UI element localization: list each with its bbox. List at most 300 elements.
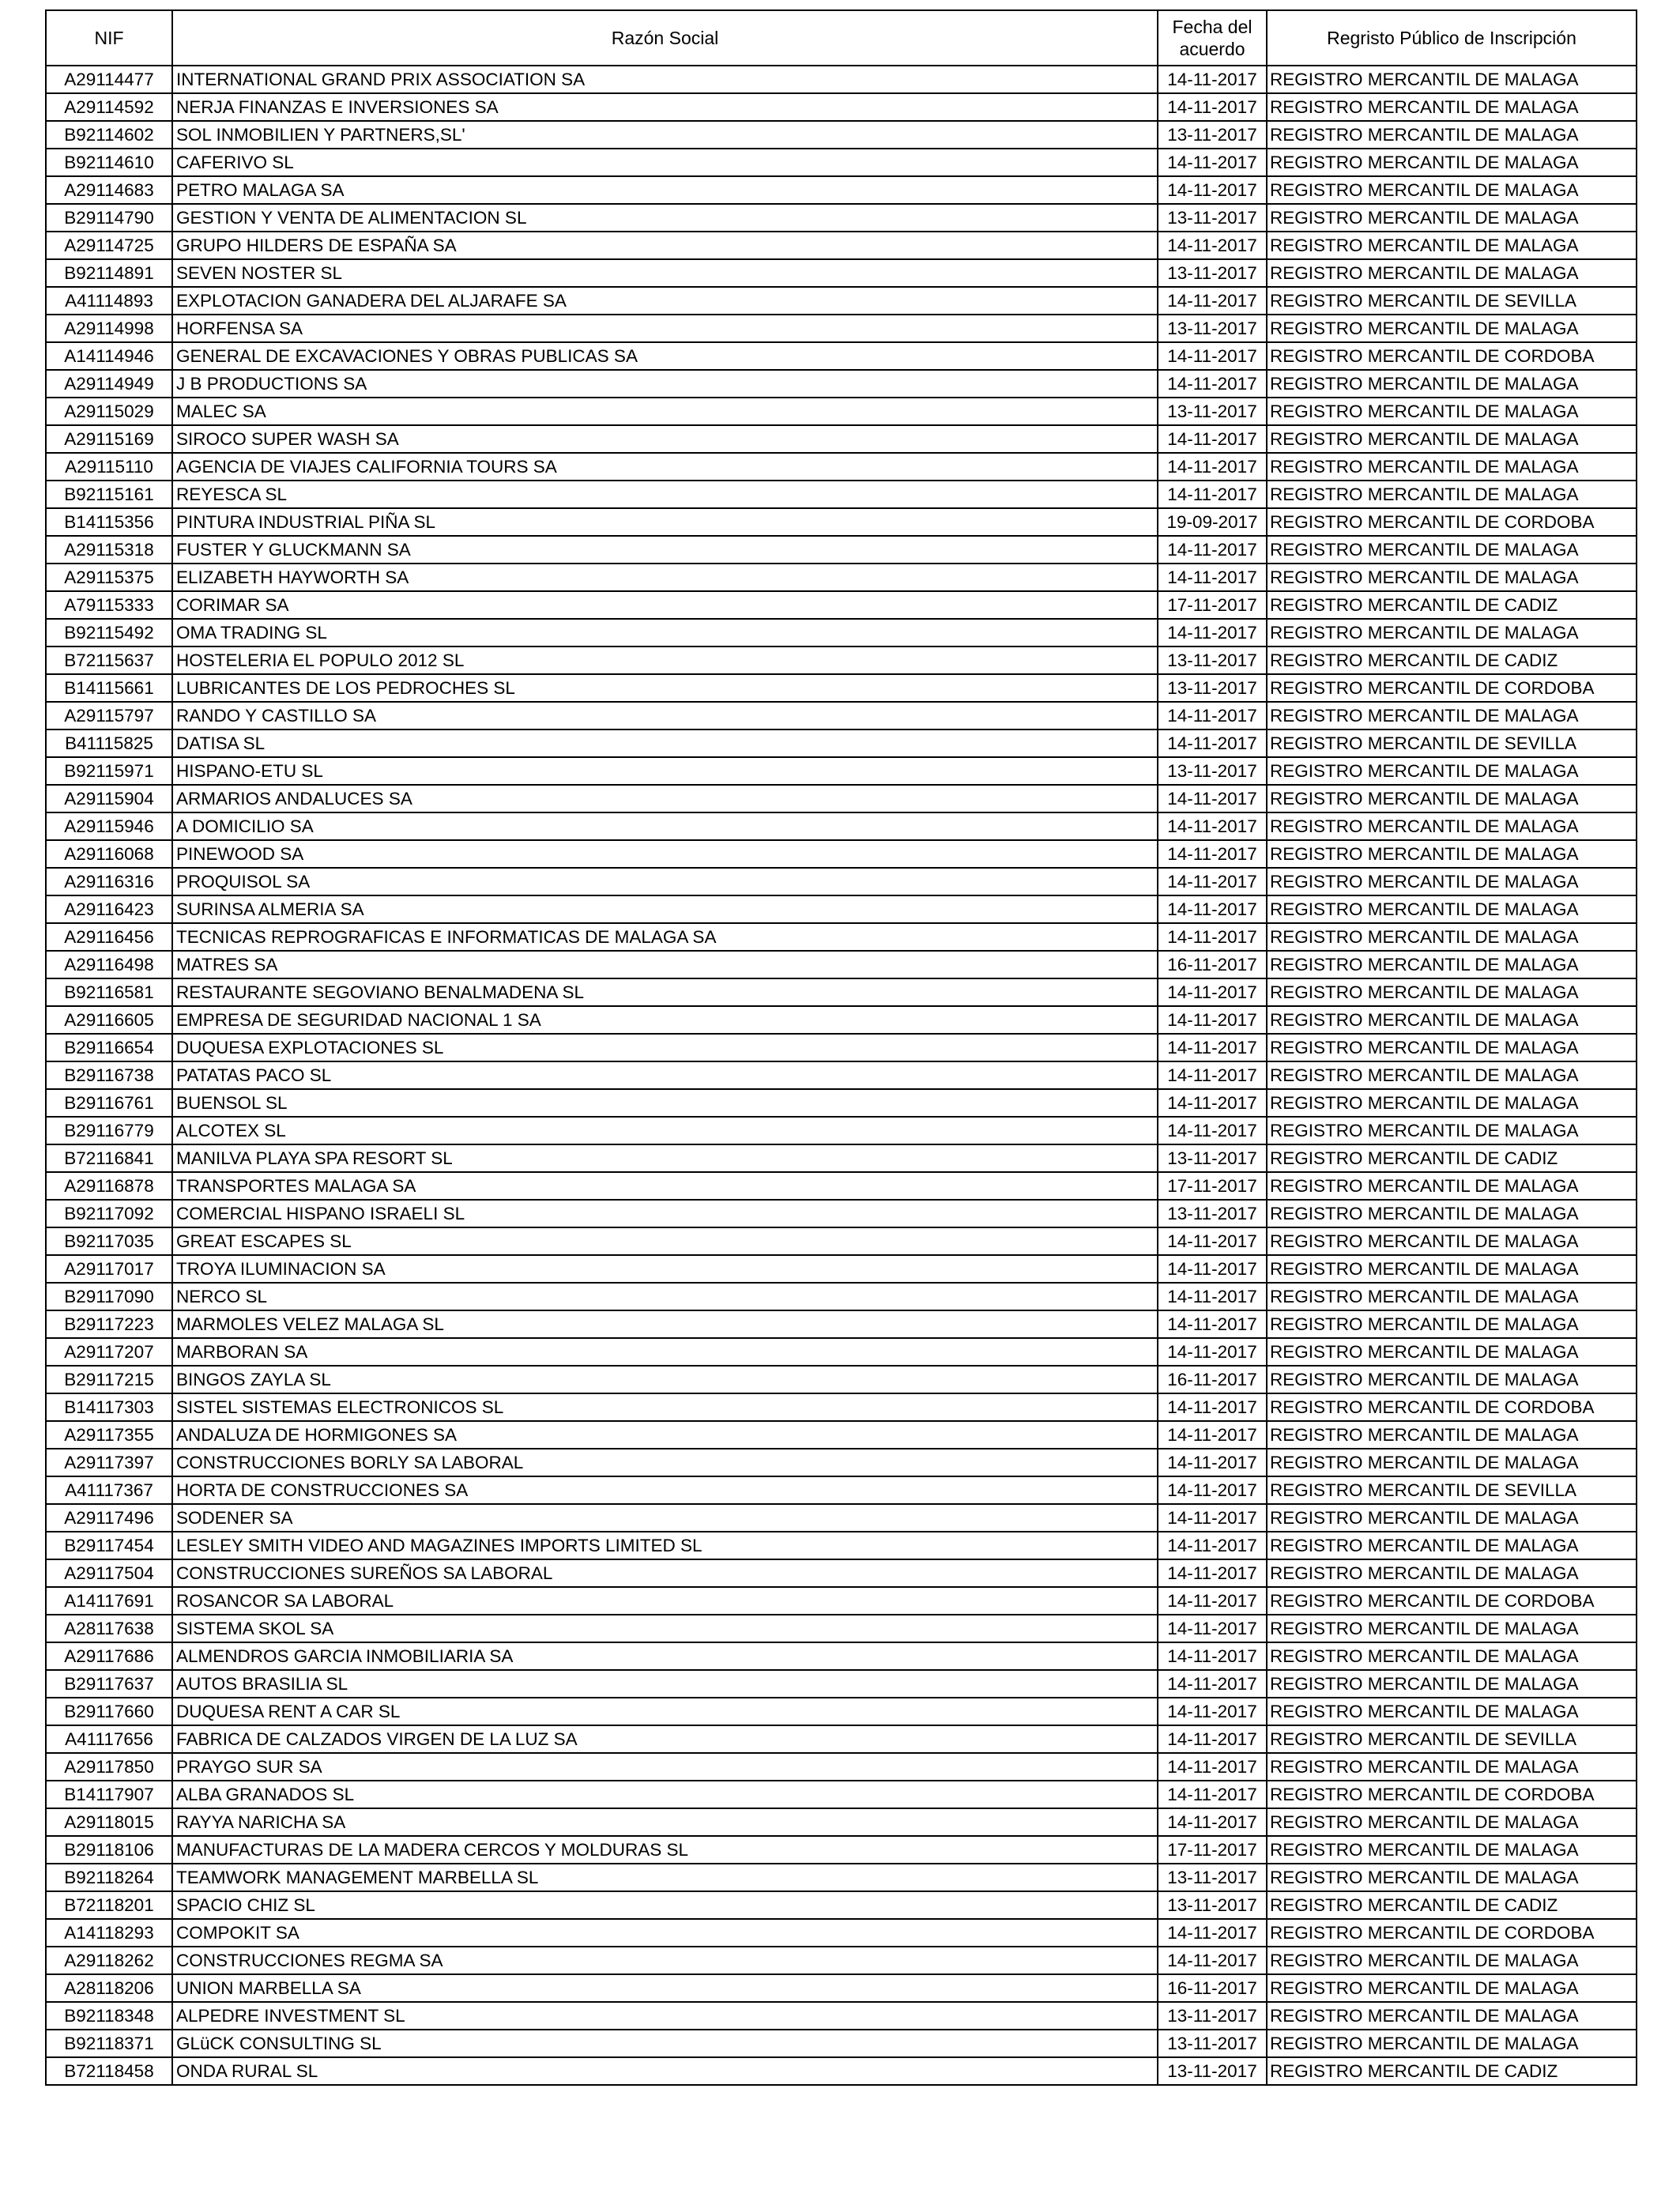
cell-date: 14-11-2017	[1158, 1227, 1267, 1255]
cell-registry: REGISTRO MERCANTIL DE MALAGA	[1267, 1836, 1637, 1864]
cell-name: MANILVA PLAYA SPA RESORT SL	[172, 1144, 1158, 1172]
cell-name: ALBA GRANADOS SL	[172, 1781, 1158, 1808]
table-row	[46, 812, 1637, 840]
cell-date: 17-11-2017	[1158, 591, 1267, 619]
cell-date: 13-11-2017	[1158, 2057, 1267, 2085]
cell-registry: REGISTRO MERCANTIL DE MALAGA	[1267, 1449, 1637, 1476]
cell-registry: REGISTRO MERCANTIL DE MALAGA	[1267, 1255, 1637, 1283]
cell-nif: A29114998	[46, 315, 172, 342]
cell-nif: A29114683	[46, 176, 172, 204]
cell-name: PINEWOOD SA	[172, 840, 1158, 868]
cell-name: DUQUESA EXPLOTACIONES SL	[172, 1034, 1158, 1061]
cell-registry: REGISTRO MERCANTIL DE MALAGA	[1267, 398, 1637, 425]
cell-date: 14-11-2017	[1158, 1089, 1267, 1117]
cell-date: 14-11-2017	[1158, 812, 1267, 840]
cell-registry: REGISTRO MERCANTIL DE MALAGA	[1267, 315, 1637, 342]
cell-name: SISTEMA SKOL SA	[172, 1615, 1158, 1642]
cell-date: 13-11-2017	[1158, 2002, 1267, 2030]
cell-nif: A29116498	[46, 951, 172, 978]
cell-nif: A41117656	[46, 1725, 172, 1753]
cell-date: 13-11-2017	[1158, 1144, 1267, 1172]
cell-date: 14-11-2017	[1158, 93, 1267, 121]
cell-registry: REGISTRO MERCANTIL DE CORDOBA	[1267, 674, 1637, 702]
cell-registry: REGISTRO MERCANTIL DE CADIZ	[1267, 647, 1637, 674]
cell-registry: REGISTRO MERCANTIL DE MALAGA	[1267, 1642, 1637, 1670]
cell-date: 13-11-2017	[1158, 121, 1267, 149]
cell-name: ALMENDROS GARCIA INMOBILIARIA SA	[172, 1642, 1158, 1670]
cell-registry: REGISTRO MERCANTIL DE MALAGA	[1267, 1670, 1637, 1698]
cell-date: 14-11-2017	[1158, 176, 1267, 204]
cell-nif: A28118206	[46, 1974, 172, 2002]
cell-registry: REGISTRO MERCANTIL DE MALAGA	[1267, 1753, 1637, 1781]
cell-name: MARMOLES VELEZ MALAGA SL	[172, 1310, 1158, 1338]
table-row	[46, 1255, 1637, 1283]
cell-registry: REGISTRO MERCANTIL DE MALAGA	[1267, 1006, 1637, 1034]
column-header-date	[1158, 10, 1267, 66]
table-body	[46, 66, 1637, 2085]
cell-date: 14-11-2017	[1158, 978, 1267, 1006]
cell-date: 16-11-2017	[1158, 1366, 1267, 1393]
table-row	[46, 1144, 1637, 1172]
cell-nif: A29115375	[46, 564, 172, 591]
cell-name: COMERCIAL HISPANO ISRAELI SL	[172, 1200, 1158, 1227]
cell-nif: A14118293	[46, 1919, 172, 1947]
cell-date: 14-11-2017	[1158, 1587, 1267, 1615]
cell-nif: B14115661	[46, 674, 172, 702]
cell-nif: B29116654	[46, 1034, 172, 1061]
cell-name: NERJA FINANZAS E INVERSIONES SA	[172, 93, 1158, 121]
table-row	[46, 1227, 1637, 1255]
cell-registry: REGISTRO MERCANTIL DE MALAGA	[1267, 1283, 1637, 1310]
cell-date: 14-11-2017	[1158, 342, 1267, 370]
table-row	[46, 1974, 1637, 2002]
cell-name: SIROCO SUPER WASH SA	[172, 425, 1158, 453]
cell-registry: REGISTRO MERCANTIL DE SEVILLA	[1267, 287, 1637, 315]
cell-date: 14-11-2017	[1158, 1283, 1267, 1310]
cell-date: 14-11-2017	[1158, 1808, 1267, 1836]
cell-nif: A29116068	[46, 840, 172, 868]
cell-nif: B92116581	[46, 978, 172, 1006]
cell-registry: REGISTRO MERCANTIL DE MALAGA	[1267, 2030, 1637, 2057]
cell-registry: REGISTRO MERCANTIL DE MALAGA	[1267, 1061, 1637, 1089]
cell-date: 19-09-2017	[1158, 508, 1267, 536]
table-row	[46, 1587, 1637, 1615]
cell-name: HORFENSA SA	[172, 315, 1158, 342]
cell-nif: B92117092	[46, 1200, 172, 1227]
cell-date: 13-11-2017	[1158, 757, 1267, 785]
table-row	[46, 868, 1637, 895]
table-row	[46, 1476, 1637, 1504]
cell-nif: B41115825	[46, 729, 172, 757]
cell-nif: A29114725	[46, 232, 172, 259]
cell-date: 13-11-2017	[1158, 204, 1267, 232]
table-row	[46, 1061, 1637, 1089]
cell-nif: A29117504	[46, 1559, 172, 1587]
table-row	[46, 619, 1637, 647]
cell-name: EXPLOTACION GANADERA DEL ALJARAFE SA	[172, 287, 1158, 315]
cell-date: 14-11-2017	[1158, 149, 1267, 176]
cell-registry: REGISTRO MERCANTIL DE MALAGA	[1267, 481, 1637, 508]
cell-registry: REGISTRO MERCANTIL DE MALAGA	[1267, 1504, 1637, 1532]
cell-registry: REGISTRO MERCANTIL DE MALAGA	[1267, 1808, 1637, 1836]
cell-nif: A29116423	[46, 895, 172, 923]
cell-registry: REGISTRO MERCANTIL DE MALAGA	[1267, 370, 1637, 398]
table-row	[46, 2057, 1637, 2085]
cell-date: 14-11-2017	[1158, 1310, 1267, 1338]
cell-date: 13-11-2017	[1158, 674, 1267, 702]
cell-nif: A29117850	[46, 1753, 172, 1781]
cell-nif: A29117496	[46, 1504, 172, 1532]
cell-name: HORTA DE CONSTRUCCIONES SA	[172, 1476, 1158, 1504]
cell-registry: REGISTRO MERCANTIL DE MALAGA	[1267, 425, 1637, 453]
cell-name: GREAT ESCAPES SL	[172, 1227, 1158, 1255]
cell-name: LUBRICANTES DE LOS PEDROCHES SL	[172, 674, 1158, 702]
table-row	[46, 287, 1637, 315]
cell-registry: REGISTRO MERCANTIL DE MALAGA	[1267, 1200, 1637, 1227]
cell-registry: REGISTRO MERCANTIL DE CORDOBA	[1267, 1587, 1637, 1615]
cell-date: 14-11-2017	[1158, 1642, 1267, 1670]
table-row	[46, 785, 1637, 812]
cell-registry: REGISTRO MERCANTIL DE MALAGA	[1267, 1366, 1637, 1393]
cell-name: PINTURA INDUSTRIAL PIÑA SL	[172, 508, 1158, 536]
table-row	[46, 923, 1637, 951]
cell-registry: REGISTRO MERCANTIL DE SEVILLA	[1267, 1725, 1637, 1753]
cell-nif: B29117454	[46, 1532, 172, 1559]
cell-name: FUSTER Y GLUCKMANN SA	[172, 536, 1158, 564]
cell-nif: B72118201	[46, 1891, 172, 1919]
cell-registry: REGISTRO MERCANTIL DE MALAGA	[1267, 812, 1637, 840]
cell-nif: A29114949	[46, 370, 172, 398]
cell-registry: REGISTRO MERCANTIL DE CADIZ	[1267, 591, 1637, 619]
cell-date: 13-11-2017	[1158, 1891, 1267, 1919]
cell-date: 14-11-2017	[1158, 868, 1267, 895]
cell-name: EMPRESA DE SEGURIDAD NACIONAL 1 SA	[172, 1006, 1158, 1034]
cell-date: 14-11-2017	[1158, 370, 1267, 398]
cell-name: PATATAS PACO SL	[172, 1061, 1158, 1089]
cell-name: DATISA SL	[172, 729, 1158, 757]
cell-registry: REGISTRO MERCANTIL DE CORDOBA	[1267, 1393, 1637, 1421]
cell-name: RESTAURANTE SEGOVIANO BENALMADENA SL	[172, 978, 1158, 1006]
cell-registry: REGISTRO MERCANTIL DE MALAGA	[1267, 1117, 1637, 1144]
cell-name: SODENER SA	[172, 1504, 1158, 1532]
cell-registry: REGISTRO MERCANTIL DE MALAGA	[1267, 1947, 1637, 1974]
table-row	[46, 232, 1637, 259]
table-row	[46, 1919, 1637, 1947]
cell-nif: A29116878	[46, 1172, 172, 1200]
cell-name: TROYA ILUMINACION SA	[172, 1255, 1158, 1283]
cell-nif: A29115110	[46, 453, 172, 481]
cell-date: 14-11-2017	[1158, 1061, 1267, 1089]
cell-nif: A29117355	[46, 1421, 172, 1449]
cell-nif: B14117303	[46, 1393, 172, 1421]
cell-date: 14-11-2017	[1158, 481, 1267, 508]
table-row	[46, 1864, 1637, 1891]
cell-date: 13-11-2017	[1158, 259, 1267, 287]
cell-name: CONSTRUCCIONES SUREÑOS SA LABORAL	[172, 1559, 1158, 1587]
cell-name: OMA TRADING SL	[172, 619, 1158, 647]
cell-date: 14-11-2017	[1158, 1034, 1267, 1061]
cell-name: TRANSPORTES MALAGA SA	[172, 1172, 1158, 1200]
cell-nif: B29114790	[46, 204, 172, 232]
cell-registry: REGISTRO MERCANTIL DE CORDOBA	[1267, 342, 1637, 370]
cell-name: ELIZABETH HAYWORTH SA	[172, 564, 1158, 591]
cell-registry: REGISTRO MERCANTIL DE MALAGA	[1267, 149, 1637, 176]
cell-name: RANDO Y CASTILLO SA	[172, 702, 1158, 729]
cell-date: 14-11-2017	[1158, 232, 1267, 259]
cell-registry: REGISTRO MERCANTIL DE MALAGA	[1267, 895, 1637, 923]
table-row	[46, 1117, 1637, 1144]
cell-nif: A29115797	[46, 702, 172, 729]
cell-date: 14-11-2017	[1158, 1559, 1267, 1587]
cell-date: 16-11-2017	[1158, 1974, 1267, 2002]
cell-nif: A28117638	[46, 1615, 172, 1642]
cell-registry: REGISTRO MERCANTIL DE MALAGA	[1267, 453, 1637, 481]
table-row	[46, 149, 1637, 176]
table-row	[46, 1808, 1637, 1836]
table-row	[46, 2002, 1637, 2030]
cell-date: 13-11-2017	[1158, 1200, 1267, 1227]
cell-registry: REGISTRO MERCANTIL DE MALAGA	[1267, 923, 1637, 951]
cell-name: SOL INMOBILIEN Y PARTNERS,SL'	[172, 121, 1158, 149]
cell-nif: A29117686	[46, 1642, 172, 1670]
cell-name: BUENSOL SL	[172, 1089, 1158, 1117]
table-row	[46, 1034, 1637, 1061]
cell-date: 14-11-2017	[1158, 453, 1267, 481]
cell-date: 14-11-2017	[1158, 895, 1267, 923]
cell-nif: B29117223	[46, 1310, 172, 1338]
cell-registry: REGISTRO MERCANTIL DE MALAGA	[1267, 1864, 1637, 1891]
cell-registry: REGISTRO MERCANTIL DE MALAGA	[1267, 1615, 1637, 1642]
cell-registry: REGISTRO MERCANTIL DE MALAGA	[1267, 757, 1637, 785]
cell-registry: REGISTRO MERCANTIL DE MALAGA	[1267, 951, 1637, 978]
cell-name: RAYYA NARICHA SA	[172, 1808, 1158, 1836]
cell-nif: A14117691	[46, 1587, 172, 1615]
cell-nif: A41114893	[46, 287, 172, 315]
table-row	[46, 1504, 1637, 1532]
cell-registry: REGISTRO MERCANTIL DE MALAGA	[1267, 785, 1637, 812]
cell-registry: REGISTRO MERCANTIL DE MALAGA	[1267, 1532, 1637, 1559]
table-row	[46, 93, 1637, 121]
cell-date: 14-11-2017	[1158, 66, 1267, 93]
cell-name: SISTEL SISTEMAS ELECTRONICOS SL	[172, 1393, 1158, 1421]
cell-registry: REGISTRO MERCANTIL DE MALAGA	[1267, 204, 1637, 232]
cell-date: 13-11-2017	[1158, 647, 1267, 674]
cell-nif: A29115169	[46, 425, 172, 453]
cell-date: 14-11-2017	[1158, 1615, 1267, 1642]
cell-registry: REGISTRO MERCANTIL DE MALAGA	[1267, 702, 1637, 729]
table-row	[46, 895, 1637, 923]
table-row	[46, 978, 1637, 1006]
cell-name: ALCOTEX SL	[172, 1117, 1158, 1144]
cell-nif: B29117215	[46, 1366, 172, 1393]
column-header-nif: NIF	[46, 10, 172, 66]
cell-date: 17-11-2017	[1158, 1836, 1267, 1864]
cell-registry: REGISTRO MERCANTIL DE CADIZ	[1267, 1891, 1637, 1919]
table-row	[46, 481, 1637, 508]
table-row	[46, 1947, 1637, 1974]
cell-date: 14-11-2017	[1158, 1698, 1267, 1725]
cell-name: SURINSA ALMERIA SA	[172, 895, 1158, 923]
cell-nif: A29114477	[46, 66, 172, 93]
table-row	[46, 176, 1637, 204]
cell-name: GRUPO HILDERS DE ESPAÑA SA	[172, 232, 1158, 259]
table-row	[46, 1421, 1637, 1449]
cell-registry: REGISTRO MERCANTIL DE MALAGA	[1267, 1559, 1637, 1587]
cell-name: ONDA RURAL SL	[172, 2057, 1158, 2085]
cell-registry: REGISTRO MERCANTIL DE CORDOBA	[1267, 508, 1637, 536]
cell-registry: REGISTRO MERCANTIL DE MALAGA	[1267, 1338, 1637, 1366]
cell-name: AUTOS BRASILIA SL	[172, 1670, 1158, 1698]
cell-date: 14-11-2017	[1158, 840, 1267, 868]
cell-date: 14-11-2017	[1158, 1532, 1267, 1559]
table-row	[46, 564, 1637, 591]
cell-registry: REGISTRO MERCANTIL DE MALAGA	[1267, 1172, 1637, 1200]
table-row	[46, 1670, 1637, 1698]
table-row	[46, 1532, 1637, 1559]
table-row	[46, 702, 1637, 729]
cell-name: HOSTELERIA EL POPULO 2012 SL	[172, 647, 1158, 674]
cell-date: 14-11-2017	[1158, 564, 1267, 591]
cell-name: INTERNATIONAL GRAND PRIX ASSOCIATION SA	[172, 66, 1158, 93]
cell-nif: A79115333	[46, 591, 172, 619]
cell-registry: REGISTRO MERCANTIL DE MALAGA	[1267, 1421, 1637, 1449]
cell-nif: B92114610	[46, 149, 172, 176]
cell-date: 14-11-2017	[1158, 702, 1267, 729]
cell-name: MARBORAN SA	[172, 1338, 1158, 1366]
table-row	[46, 1310, 1637, 1338]
table-row	[46, 259, 1637, 287]
cell-nif: A29116605	[46, 1006, 172, 1034]
table-row	[46, 840, 1637, 868]
cell-nif: A29117207	[46, 1338, 172, 1366]
cell-name: LESLEY SMITH VIDEO AND MAGAZINES IMPORTS LIMITED SL	[172, 1532, 1158, 1559]
table-row	[46, 1559, 1637, 1587]
cell-registry: REGISTRO MERCANTIL DE MALAGA	[1267, 176, 1637, 204]
table-row	[46, 342, 1637, 370]
table-row	[46, 757, 1637, 785]
cell-name: ROSANCOR SA LABORAL	[172, 1587, 1158, 1615]
cell-nif: A29115318	[46, 536, 172, 564]
table-row	[46, 1283, 1637, 1310]
cell-nif: B92115971	[46, 757, 172, 785]
table-row	[46, 315, 1637, 342]
cell-name: HISPANO-ETU SL	[172, 757, 1158, 785]
cell-name: PRAYGO SUR SA	[172, 1753, 1158, 1781]
table-row	[46, 1393, 1637, 1421]
cell-name: UNION MARBELLA SA	[172, 1974, 1158, 2002]
cell-registry: REGISTRO MERCANTIL DE MALAGA	[1267, 536, 1637, 564]
table-row	[46, 1725, 1637, 1753]
cell-nif: B29116738	[46, 1061, 172, 1089]
cell-nif: B14115356	[46, 508, 172, 536]
column-header-date-line2: acuerdo	[1179, 39, 1245, 59]
cell-date: 14-11-2017	[1158, 923, 1267, 951]
cell-nif: B29116779	[46, 1117, 172, 1144]
cell-registry: REGISTRO MERCANTIL DE SEVILLA	[1267, 1476, 1637, 1504]
table-row	[46, 425, 1637, 453]
cell-registry: REGISTRO MERCANTIL DE MALAGA	[1267, 1034, 1637, 1061]
cell-name: A DOMICILIO SA	[172, 812, 1158, 840]
cell-name: ALPEDRE INVESTMENT SL	[172, 2002, 1158, 2030]
cell-date: 14-11-2017	[1158, 729, 1267, 757]
cell-date: 14-11-2017	[1158, 1117, 1267, 1144]
cell-date: 14-11-2017	[1158, 536, 1267, 564]
cell-date: 14-11-2017	[1158, 1006, 1267, 1034]
table-row	[46, 1338, 1637, 1366]
cell-registry: REGISTRO MERCANTIL DE MALAGA	[1267, 66, 1637, 93]
table-header	[46, 10, 1637, 66]
cell-nif: B72115637	[46, 647, 172, 674]
cell-name: ARMARIOS ANDALUCES SA	[172, 785, 1158, 812]
cell-name: SEVEN NOSTER SL	[172, 259, 1158, 287]
cell-registry: REGISTRO MERCANTIL DE MALAGA	[1267, 1089, 1637, 1117]
cell-date: 14-11-2017	[1158, 1421, 1267, 1449]
table-row	[46, 204, 1637, 232]
cell-date: 17-11-2017	[1158, 1172, 1267, 1200]
cell-nif: A29115946	[46, 812, 172, 840]
cell-name: DUQUESA RENT A CAR SL	[172, 1698, 1158, 1725]
cell-name: SPACIO CHIZ SL	[172, 1891, 1158, 1919]
cell-nif: B92114602	[46, 121, 172, 149]
cell-nif: A29118262	[46, 1947, 172, 1974]
column-header-date-line1: Fecha del	[1172, 17, 1252, 37]
cell-name: CONSTRUCCIONES BORLY SA LABORAL	[172, 1449, 1158, 1476]
table-row	[46, 508, 1637, 536]
table-row	[46, 1172, 1637, 1200]
cell-name: J B PRODUCTIONS SA	[172, 370, 1158, 398]
table-row	[46, 1698, 1637, 1725]
cell-nif: A29116456	[46, 923, 172, 951]
cell-name: CONSTRUCCIONES REGMA SA	[172, 1947, 1158, 1974]
cell-name: TECNICAS REPROGRAFICAS E INFORMATICAS DE MALAGA SA	[172, 923, 1158, 951]
cell-name: TEAMWORK MANAGEMENT MARBELLA SL	[172, 1864, 1158, 1891]
cell-registry: REGISTRO MERCANTIL DE MALAGA	[1267, 564, 1637, 591]
cell-date: 14-11-2017	[1158, 425, 1267, 453]
cell-date: 14-11-2017	[1158, 1781, 1267, 1808]
cell-registry: REGISTRO MERCANTIL DE MALAGA	[1267, 2002, 1637, 2030]
cell-name: GLüCK CONSULTING SL	[172, 2030, 1158, 2057]
table-row	[46, 2030, 1637, 2057]
table-row	[46, 66, 1637, 93]
cell-date: 14-11-2017	[1158, 1255, 1267, 1283]
cell-nif: B92118264	[46, 1864, 172, 1891]
cell-date: 14-11-2017	[1158, 1476, 1267, 1504]
column-header-registry: Regristo Público de Inscripción	[1267, 10, 1637, 66]
table-row	[46, 1615, 1637, 1642]
cell-name: PROQUISOL SA	[172, 868, 1158, 895]
header-row	[46, 10, 1637, 66]
cell-registry: REGISTRO MERCANTIL DE SEVILLA	[1267, 729, 1637, 757]
cell-nif: A29117017	[46, 1255, 172, 1283]
table-row	[46, 121, 1637, 149]
cell-registry: REGISTRO MERCANTIL DE CADIZ	[1267, 1144, 1637, 1172]
cell-registry: REGISTRO MERCANTIL DE MALAGA	[1267, 259, 1637, 287]
table-row	[46, 1089, 1637, 1117]
cell-date: 13-11-2017	[1158, 1864, 1267, 1891]
cell-name: REYESCA SL	[172, 481, 1158, 508]
cell-registry: REGISTRO MERCANTIL DE MALAGA	[1267, 1227, 1637, 1255]
table-row	[46, 536, 1637, 564]
cell-date: 13-11-2017	[1158, 398, 1267, 425]
cell-date: 14-11-2017	[1158, 1919, 1267, 1947]
cell-nif: A41117367	[46, 1476, 172, 1504]
cell-date: 14-11-2017	[1158, 1947, 1267, 1974]
table-row	[46, 1366, 1637, 1393]
cell-date: 14-11-2017	[1158, 1338, 1267, 1366]
cell-name: MANUFACTURAS DE LA MADERA CERCOS Y MOLDURAS SL	[172, 1836, 1158, 1864]
cell-name: MALEC SA	[172, 398, 1158, 425]
table-row	[46, 1891, 1637, 1919]
